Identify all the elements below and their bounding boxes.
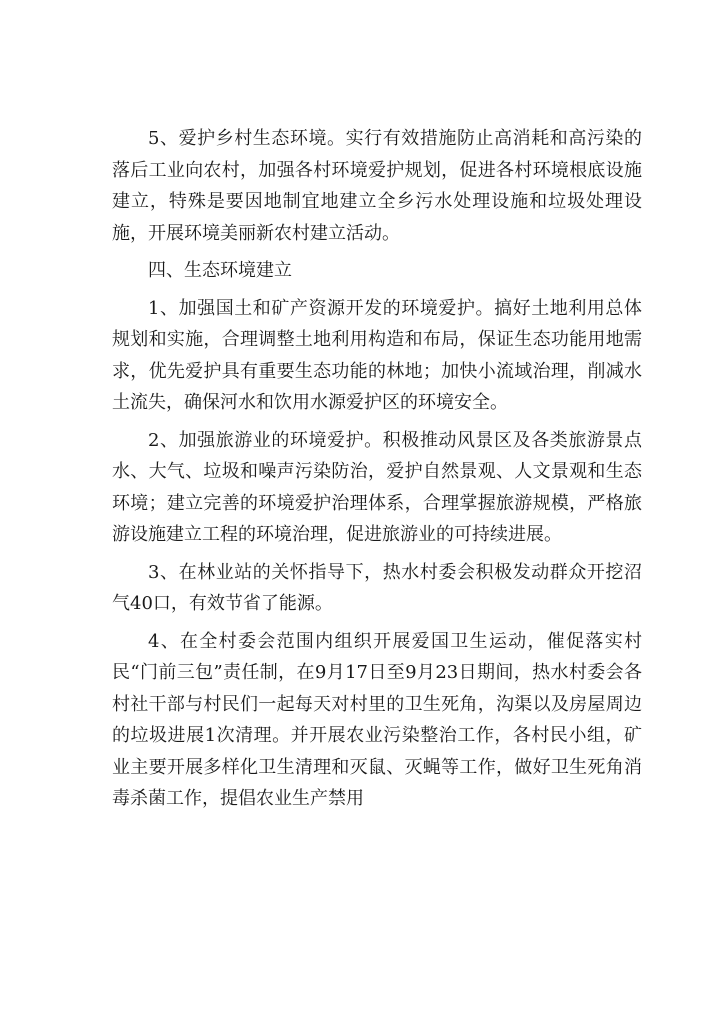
section-heading: 四、生态环境建立: [148, 260, 292, 281]
paragraph-tourism: 2、加强旅游业的环境爱护。积极推动风景区及各类旅游景点水、大气、垃圾和噪声污染防治，爱护自然景观、人文景观和生态环境；建立完善的环境爱护治理体系，合理掌握旅游规模，严格旅游设施建立工程的环境治理，促进旅游业的可持续进展。: [112, 429, 642, 545]
paragraph-ecology-protection: 5、爱护乡村生态环境。实行有效措施防止高消耗和高污染的落后工业向农村，加强各村环境爱护规划，促进各村环境根底设施建立，特殊是要因地制宜地建立全乡污水处理设施和垃圾处理设施，开展环境美丽新农村建立活动。: [112, 128, 642, 244]
document-body: [112, 123, 642, 821]
paragraph-biogas: 3、在林业站的关怀指导下，热水村委会积极发动群众开挖沼气40口，有效节省了能源。: [112, 561, 642, 614]
paragraph-land-resources: 1、加强国土和矿产资源开发的环境爱护。搞好土地利用总体规划和实施，合理调整土地利用构造和布局，保证生态功能用地需求，优先爱护具有重要生态功能的林地；加快小流域治理，削减水土流失，确保河水和饮用水源爱护区的环境安全。: [112, 297, 642, 413]
paragraph-sanitation: 4、在全村委会范围内组织开展爱国卫生运动，催促落实村民“门前三包”责任制，在9月17日至9月23日期间，热水村委会各村社干部与村民们一起每天对村里的卫生死角，沟渠以及房屋周边的垃圾进展1次清理。并开展农业污染整治工作，各村民小组，矿业主要开展多样化卫生清理和灭鼠、灭蝇等工作，做好卫生死角消毒杀菌工作，提倡农业生产禁用: [112, 630, 642, 809]
